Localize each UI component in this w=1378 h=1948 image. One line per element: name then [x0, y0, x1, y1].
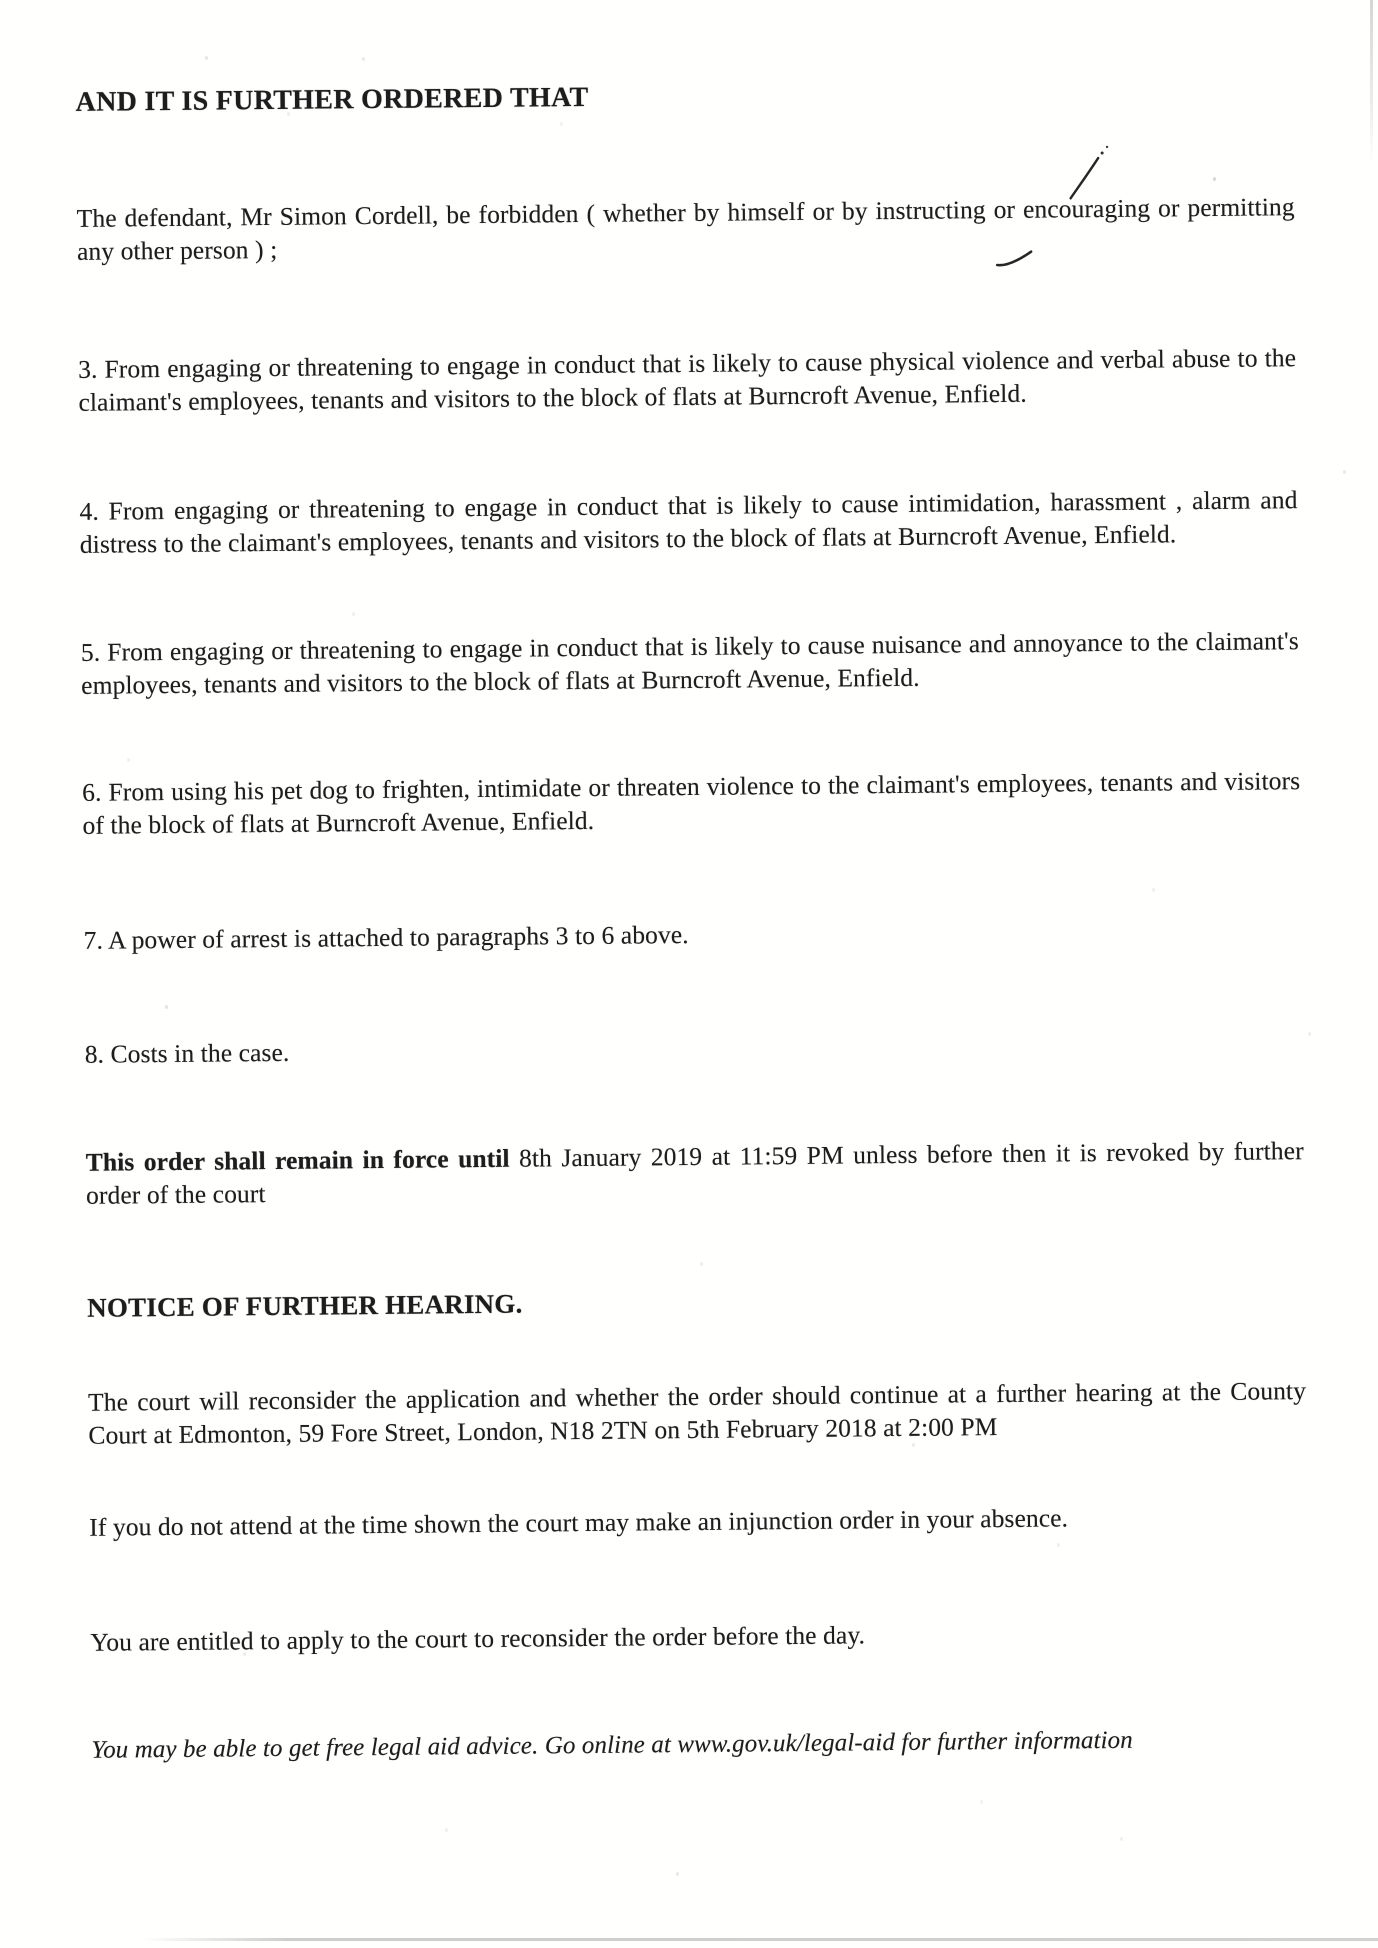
force-duration-lead: This order shall remain in force until [85, 1143, 510, 1177]
scan-speck [243, 1652, 246, 1656]
pen-mark-slash [1064, 142, 1115, 207]
legal-aid-note: You may be able to get free legal aid advice. Go online at www.gov.uk/legal-aid for further information [91, 1726, 1133, 1764]
order-paragraph-4: 4. From engaging or threatening to engage in conduct that is likely to cause intimidation, harassment , alarm and distress to the claimant's employees, tenants and visitors to the block of flats at Burncroft Avenue, Enfield. [79, 485, 1298, 559]
scan-speck [1152, 888, 1155, 892]
pen-mark-dash [995, 249, 1037, 274]
non-attendance-warning: If you do not attend at the time shown the court may make an injunction order in your absence. [89, 1503, 1069, 1542]
order-paragraph-8: 8. Costs in the case. [84, 1037, 290, 1069]
scan-speck [560, 122, 563, 126]
scan-bottom-edge [140, 1938, 1378, 1941]
defendant-intro-paragraph: The defendant, Mr Simon Cordell, be forbidden ( whether by himself or by instructing or encouraging or permitting any other person ) ; [76, 192, 1295, 266]
scan-speck [700, 1262, 703, 1266]
scan-speck [287, 112, 290, 116]
scan-speck [352, 612, 355, 616]
order-paragraph-5: 5. From engaging or threatening to engage in conduct that is likely to cause nuisance and annoyance to the claimant's employees, tenants and visitors to the block of flats at Burncroft Avenue, Enfield. [80, 626, 1299, 700]
scan-speck [165, 1005, 168, 1009]
reconsider-entitlement-note: You are entitled to apply to the court to reconsider the order before the day. [90, 1620, 866, 1657]
force-duration-rest: 8th January 2019 at 11:59 PM unless before then it is revoked by further order of the court [85, 1136, 1304, 1210]
notice-of-further-hearing-heading: NOTICE OF FURTHER HEARING. [87, 1288, 523, 1323]
scan-speck [445, 1828, 448, 1832]
scan-speck [676, 1872, 679, 1876]
scan-speck [980, 1800, 983, 1804]
scan-speck [1308, 1032, 1311, 1036]
further-ordered-heading: AND IT IS FURTHER ORDERED THAT [75, 81, 589, 118]
scan-speck [1343, 470, 1346, 474]
order-paragraph-7: 7. A power of arrest is attached to paragraphs 3 to 6 above. [83, 920, 689, 955]
scan-speck [1213, 177, 1216, 181]
order-paragraph-3: 3. From engaging or threatening to engage in conduct that is likely to cause physical violence and verbal abuse to the claimant's employees, tenants and visitors to the block of flats at Burncroft Avenue, Enfield. [78, 343, 1297, 417]
order-paragraph-6: 6. From using his pet dog to frighten, intimidate or threaten violence to the claimant's employees, tenants and visitors of the block of flats at Burncroft Avenue, Enfield. [82, 766, 1301, 840]
scan-speck [1057, 1543, 1060, 1547]
scan-speck [127, 758, 130, 762]
scan-speck [1120, 1837, 1123, 1841]
further-hearing-paragraph: The court will reconsider the application and whether the order should continue at a further hearing at the County Court at Edmonton, 59 Fore Street, London, N18 2TN on 5th February 2018 at 2:00 PM [87, 1376, 1307, 1450]
scan-speck [205, 56, 208, 60]
scan-speck [362, 57, 365, 61]
scan-right-edge [1370, 0, 1373, 165]
force-duration-clause [86, 1134, 1305, 1212]
scan-speck [912, 1443, 915, 1447]
